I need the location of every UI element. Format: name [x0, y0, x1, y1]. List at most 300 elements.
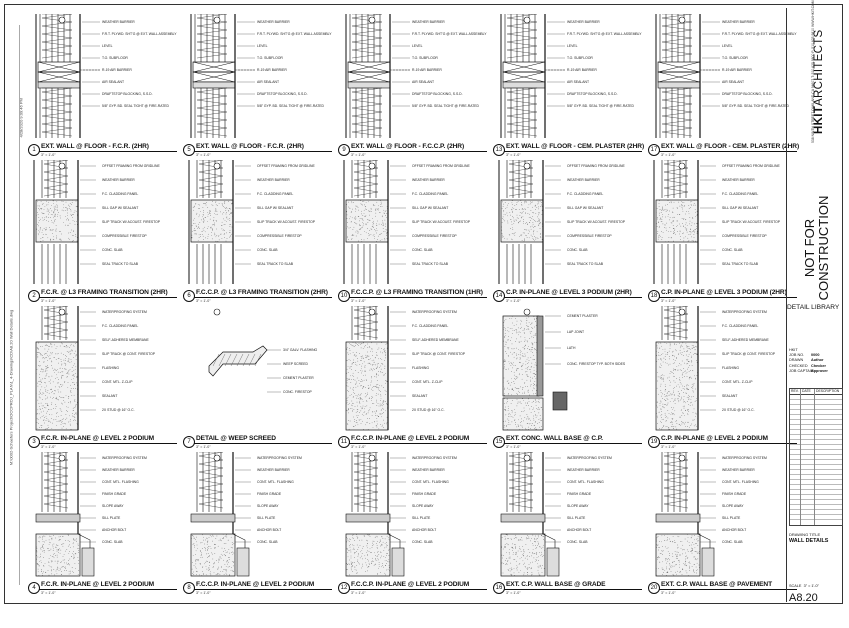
callout-note: FINISH GRADE — [722, 492, 747, 496]
callout-note: LEVEL — [257, 44, 268, 48]
callout-note: SLIP TRACK W/ ACOUST. FIRESTOP — [412, 220, 471, 224]
detail-title: C.P. IN-PLANE @ LEVEL 3 PODIUM (2HR) — [661, 289, 787, 296]
title-underline — [194, 589, 332, 590]
revision-row — [790, 494, 842, 495]
detail-title: EXT. WALL @ FLOOR - F.C.R. (2HR) — [196, 143, 304, 150]
detail-scale: 3" = 1'-0" — [506, 445, 521, 449]
callout-note: SILL GAP W/ SEALANT — [102, 206, 139, 210]
callout-note: WATERPROOFING SYSTEM — [567, 456, 612, 460]
detail-7 — [183, 306, 333, 452]
callout-note: SLOPE AWAY — [257, 504, 279, 508]
callout-note: T.O. SUBFLOOR — [722, 56, 748, 60]
callout-note: ANCHOR BOLT — [722, 528, 747, 532]
callout-note: WEATHER BARRIER — [102, 20, 135, 24]
revision-row — [790, 459, 842, 460]
title-underline — [659, 151, 797, 152]
callout-note: F.R.T. PLYWD. SHT'G @ EXT. WALL ASSEMBLY — [567, 32, 642, 36]
callout-note: CONC. SLAB — [412, 248, 433, 252]
detail-title: F.C.C.P. IN-PLANE @ LEVEL 2 PODIUM — [196, 581, 315, 588]
callout-note: SILL PLATE — [102, 516, 121, 520]
callout-note: SELF-ADHERED MEMBRANE — [722, 338, 769, 342]
callout-note: 2X STUD @ 16" O.C. — [102, 408, 135, 412]
callout-note: SLIP TRACK @ CONT. FIRESTOP — [722, 352, 775, 356]
callout-note: SEAL TRACK TO SLAB — [102, 262, 139, 266]
callout-note: SLIP TRACK @ CONT. FIRESTOP — [412, 352, 465, 356]
callout-note: R-19 AIR BARRIER — [102, 68, 132, 72]
revision-table — [789, 388, 843, 526]
callout-note: OFFSET FRAMING FROM GRIDLINE — [257, 164, 315, 168]
callout-note: SILL PLATE — [412, 516, 431, 520]
detail-title: EXT. WALL @ FLOOR - CEM. PLASTER (2HR) — [661, 143, 800, 150]
detail-drawing-15 — [493, 306, 643, 434]
detail-scale: 3" = 1'-0" — [41, 153, 56, 157]
project-name: DETAIL LIBRARY — [787, 304, 840, 311]
callout-note: 5/8" GYP. BD. SEAL TIGHT @ FIRE-RATED — [412, 104, 480, 108]
callout-note: DRAFTSTOP BLOCKING, S.S.D. — [257, 92, 308, 96]
detail-title: EXT. WALL @ FLOOR - F.C.R. (2HR) — [41, 143, 149, 150]
logo-architects: ARCHITECTS — [813, 29, 825, 106]
callout-note: CEMENT PLASTER — [567, 314, 598, 318]
detail-1 — [28, 14, 178, 160]
detail-11 — [338, 306, 488, 452]
title-underline — [194, 443, 332, 444]
callout-note: COMPRESSIBLE FIRESTOP — [722, 234, 767, 238]
callout-note: CONT. MTL. FLASHING — [722, 480, 759, 484]
detail-number: 13 — [493, 144, 505, 156]
detail-number: 14 — [493, 290, 505, 302]
detail-3 — [28, 306, 178, 452]
callout-note: OFFSET FRAMING FROM GRIDLINE — [722, 164, 780, 168]
revision-row — [790, 499, 842, 500]
callout-note: CONC. SLAB — [722, 540, 743, 544]
callout-note: 5/8" GYP. BD. SEAL TIGHT @ FIRE-RATED — [102, 104, 170, 108]
revision-row — [790, 519, 842, 520]
revision-row — [790, 414, 842, 415]
callout-note: LEVEL — [412, 44, 423, 48]
detail-number: 1 — [28, 144, 40, 156]
title-underline — [349, 443, 487, 444]
callout-note: F.R.T. PLYWD. SHT'G @ EXT. WALL ASSEMBLY — [412, 32, 487, 36]
revision-row — [790, 504, 842, 505]
callout-note: AIR SEALANT — [567, 80, 590, 84]
callout-note: SEALANT — [412, 394, 428, 398]
callout-note: WEATHER BARRIER — [412, 468, 445, 472]
callout-note: WATERPROOFING SYSTEM — [412, 310, 457, 314]
detail-16 — [493, 452, 643, 598]
detail-title-tag — [28, 580, 178, 598]
scale-field — [789, 584, 819, 588]
callout-note: WEATHER BARRIER — [257, 468, 290, 472]
callout-note: SEAL TRACK TO SLAB — [412, 262, 449, 266]
revision-row — [790, 509, 842, 510]
callout-note: SLOPE AWAY — [102, 504, 124, 508]
callout-note: F.C. CLADDING PANEL — [102, 192, 139, 196]
callout-note: COMPRESSIBLE FIRESTOP — [567, 234, 612, 238]
detail-title-tag — [493, 580, 643, 598]
callout-note: WEATHER BARRIER — [567, 20, 600, 24]
project-field — [789, 369, 828, 374]
detail-title-tag — [183, 434, 333, 452]
detail-scale: 3" = 1'-0" — [351, 445, 366, 449]
callout-note: FINISH GRADE — [567, 492, 592, 496]
detail-number: 12 — [338, 582, 350, 594]
callout-note: CONT. MTL. Z-CLIP — [722, 380, 753, 384]
callout-note: WEATHER BARRIER — [412, 20, 445, 24]
callout-note: DRAFTSTOP BLOCKING, S.S.D. — [412, 92, 463, 96]
detail-scale: 3" = 1'-0" — [506, 153, 521, 157]
detail-title-tag — [493, 288, 643, 306]
callout-note: SEAL TRACK TO SLAB — [257, 262, 294, 266]
detail-9 — [338, 14, 488, 160]
revision-row — [790, 489, 842, 490]
callout-note: F.R.T. PLYWD. SHT'G @ EXT. WALL ASSEMBLY — [722, 32, 797, 36]
callout-note: OFFSET FRAMING FROM GRIDLINE — [102, 164, 160, 168]
callout-note: AIR SEALANT — [257, 80, 280, 84]
nfc-line-2: CONSTRUCTION — [816, 195, 831, 301]
firm-logo — [801, 0, 837, 143]
title-underline — [349, 589, 487, 590]
revision-row — [790, 469, 842, 470]
callout-note: SILL PLATE — [722, 516, 741, 520]
detail-number: 7 — [183, 436, 195, 448]
callout-note: SLOPE AWAY — [567, 504, 589, 508]
detail-15 — [493, 306, 643, 452]
callout-note: CONT. MTL. Z-CLIP — [102, 380, 133, 384]
callout-note: WEATHER BARRIER — [722, 178, 755, 182]
detail-scale: 3" = 1'-0" — [196, 153, 211, 157]
revision-row — [790, 439, 842, 440]
detail-title-tag — [648, 288, 798, 306]
field-value: Author — [811, 358, 824, 363]
revision-row — [790, 409, 842, 410]
field-label: DRAWN — [789, 358, 804, 363]
field-label: CHECKED — [789, 363, 808, 368]
callout-note: WEATHER BARRIER — [102, 178, 135, 182]
callout-note: R-19 AIR BARRIER — [257, 68, 287, 72]
detail-title-tag — [338, 142, 488, 160]
title-underline — [504, 151, 642, 152]
callout-note: CONT. MTL. FLASHING — [102, 480, 139, 484]
revision-row — [790, 474, 842, 475]
callout-note: AIR SEALANT — [722, 80, 745, 84]
field-label: HKIT — [789, 348, 798, 352]
callout-note: CONC. SLAB — [102, 248, 123, 252]
detail-number: 4 — [28, 582, 40, 594]
callout-note: F.C. CLADDING PANEL — [567, 192, 604, 196]
detail-14 — [493, 160, 643, 306]
detail-drawing-7 — [183, 306, 333, 434]
callout-note: CONC. SLAB — [257, 248, 278, 252]
callout-note: SLIP TRACK W/ ACOUST. FIRESTOP — [722, 220, 781, 224]
field-value: 0000 — [811, 353, 820, 358]
callout-note: WEATHER BARRIER — [257, 178, 290, 182]
detail-title: EXT. CONC. WALL BASE @ C.P. — [506, 435, 603, 442]
title-underline — [39, 297, 177, 298]
revision-row — [790, 404, 842, 405]
callout-note: WEATHER BARRIER — [567, 178, 600, 182]
callout-note: DRAFTSTOP BLOCKING, S.S.D. — [102, 92, 153, 96]
revision-row — [790, 424, 842, 425]
callout-note: COMPRESSIBLE FIRESTOP — [102, 234, 147, 238]
callout-note: OFFSET FRAMING FROM GRIDLINE — [412, 164, 470, 168]
detail-scale: 3" = 1'-0" — [506, 299, 521, 303]
title-underline — [194, 151, 332, 152]
revision-row — [790, 434, 842, 435]
title-underline — [349, 151, 487, 152]
revision-row — [790, 479, 842, 480]
detail-10 — [338, 160, 488, 306]
callout-note: ANCHOR BOLT — [567, 528, 592, 532]
detail-title: EXT. C.P. WALL BASE @ PAVEMENT — [661, 581, 773, 588]
detail-title-tag — [183, 580, 333, 598]
callout-note: SELF-ADHERED MEMBRANE — [102, 338, 149, 342]
callout-note: AIR SEALANT — [102, 80, 125, 84]
detail-8 — [183, 452, 333, 598]
callout-note: ANCHOR BOLT — [102, 528, 127, 532]
field-value: Approver — [811, 368, 828, 373]
callout-note: R-19 AIR BARRIER — [567, 68, 597, 72]
callout-note: SILL GAP W/ SEALANT — [722, 206, 759, 210]
detail-title: F.C.R. IN-PLANE @ LEVEL 2 PODIUM — [41, 435, 155, 442]
detail-scale: 3" = 1'-0" — [41, 445, 56, 449]
detail-number: 3 — [28, 436, 40, 448]
detail-scale: 3" = 1'-0" — [196, 591, 211, 595]
callout-note: F.C. CLADDING PANEL — [257, 192, 294, 196]
callout-note: WATERPROOFING SYSTEM — [257, 456, 302, 460]
callout-note: CONT. MTL. Z-CLIP — [412, 380, 443, 384]
callout-note: SLIP TRACK W/ ACOUST. FIRESTOP — [102, 220, 161, 224]
callout-note: FINISH GRADE — [102, 492, 127, 496]
callout-note: FLASHING — [412, 366, 429, 370]
detail-title: EXT. WALL @ FLOOR - CEM. PLASTER (2HR) — [506, 143, 645, 150]
detail-number: 20 — [648, 582, 660, 594]
detail-scale: 3" = 1'-0" — [661, 299, 676, 303]
sheet-number: A8.20 — [789, 592, 818, 604]
detail-number: 18 — [648, 290, 660, 302]
project-fields — [789, 348, 828, 374]
title-underline — [39, 443, 177, 444]
detail-number: 6 — [183, 290, 195, 302]
callout-note: COMPRESSIBLE FIRESTOP — [412, 234, 457, 238]
callout-note: F.R.T. PLYWD. SHT'G @ EXT. WALL ASSEMBLY — [257, 32, 332, 36]
callout-note: WEATHER BARRIER — [412, 178, 445, 182]
detail-17 — [648, 14, 798, 160]
callout-note: CONC. SLAB — [257, 540, 278, 544]
detail-title-tag — [493, 142, 643, 160]
detail-title: EXT. WALL @ FLOOR - F.C.C.P. (2HR) — [351, 143, 465, 150]
scale-label: SCALE — [789, 584, 802, 588]
callout-note: CONT. MTL. FLASHING — [412, 480, 449, 484]
callout-note: CONC. SLAB — [412, 540, 433, 544]
detail-number: 9 — [338, 144, 350, 156]
callout-note: CONT. MTL. FLASHING — [567, 480, 604, 484]
callout-note: CONC. SLAB — [567, 248, 588, 252]
detail-title: F.C.R. @ L3 FRAMING TRANSITION (2HR) — [41, 289, 168, 296]
callout-note: CONC. SLAB — [722, 248, 743, 252]
callout-note: SEAL TRACK TO SLAB — [722, 262, 759, 266]
detail-title: C.P. IN-PLANE @ LEVEL 2 PODIUM — [661, 435, 768, 442]
title-underline — [194, 297, 332, 298]
file-path-text: M:\0002-Schaefers Project\OCCPROJ_PLAN\1_4-Drawings\CD\A8.20 Wall Details.dwg — [8, 309, 14, 466]
scale-value: 3" = 1'-0" — [803, 584, 819, 588]
callout-note: F.R.T. PLYWD. SHT'G @ EXT. WALL ASSEMBLY — [102, 32, 177, 36]
callout-note: SEALANT — [722, 394, 738, 398]
detail-number: 11 — [338, 436, 350, 448]
callout-note: SLOPE AWAY — [722, 504, 744, 508]
detail-title-tag — [648, 142, 798, 160]
detail-19 — [648, 306, 798, 452]
revision-row — [790, 514, 842, 515]
title-underline — [504, 589, 642, 590]
detail-title-tag — [648, 434, 798, 452]
detail-number: 2 — [28, 290, 40, 302]
detail-title: C.P. IN-PLANE @ LEVEL 3 PODIUM (2HR) — [506, 289, 632, 296]
callout-note: WATERPROOFING SYSTEM — [722, 310, 767, 314]
callout-note: SILL GAP W/ SEALANT — [412, 206, 449, 210]
callout-note: WEATHER BARRIER — [257, 20, 290, 24]
drawing-title: WALL DETAILS — [789, 538, 829, 544]
detail-scale: 3" = 1'-0" — [351, 153, 366, 157]
callout-note: LEVEL — [722, 44, 733, 48]
callout-note: ANCHOR BOLT — [412, 528, 437, 532]
callout-note: 5/8" GYP. BD. SEAL TIGHT @ FIRE-RATED — [567, 104, 635, 108]
callout-note: LATH — [567, 346, 576, 350]
callout-note: WEEP SCREED — [283, 362, 308, 366]
callout-note: FLASHING — [102, 366, 119, 370]
date-col: DATE — [802, 389, 811, 393]
callout-note: WEATHER BARRIER — [102, 468, 135, 472]
callout-note: ANCHOR BOLT — [257, 528, 282, 532]
revision-row — [790, 399, 842, 400]
detail-scale: 3" = 1'-0" — [41, 591, 56, 595]
callout-note: FINISH GRADE — [257, 492, 282, 496]
detail-title: EXT. C.P. WALL BASE @ GRADE — [506, 581, 606, 588]
detail-20 — [648, 452, 798, 598]
callout-note: SLIP TRACK W/ ACOUST. FIRESTOP — [257, 220, 316, 224]
field-label: JOB NO. — [789, 353, 805, 358]
callout-note: 3/4" GALV. FLASHING — [283, 348, 318, 352]
callout-note: LAP JOINT — [567, 330, 585, 334]
print-date-text: 4/28/2020 9:09:46 PM — [18, 98, 24, 138]
detail-scale: 3" = 1'-0" — [661, 153, 676, 157]
revision-row — [790, 444, 842, 445]
callout-note: CONC. FIRESTOP — [283, 390, 312, 394]
revision-row — [790, 454, 842, 455]
callout-note: WEATHER BARRIER — [722, 20, 755, 24]
detail-number: 17 — [648, 144, 660, 156]
callout-note: FLASHING — [722, 366, 739, 370]
callout-note: F.C. CLADDING PANEL — [722, 324, 759, 328]
callout-note: F.C. CLADDING PANEL — [722, 192, 759, 196]
callout-note: WEATHER BARRIER — [722, 468, 755, 472]
callout-note: WATERPROOFING SYSTEM — [722, 456, 767, 460]
callout-note: WATERPROOFING SYSTEM — [102, 310, 147, 314]
callout-note: LEVEL — [567, 44, 578, 48]
detail-title: F.C.C.P. @ L3 FRAMING TRANSITION (2HR) — [196, 289, 328, 296]
detail-2 — [28, 160, 178, 306]
file-path-stamp — [8, 25, 24, 585]
callout-note: 2X STUD @ 16" O.C. — [722, 408, 755, 412]
callout-note: SILL GAP W/ SEALANT — [567, 206, 604, 210]
revision-row — [790, 429, 842, 430]
revision-header — [790, 389, 842, 395]
detail-title-tag — [183, 142, 333, 160]
detail-title-tag — [28, 434, 178, 452]
logo-address: 538 NINTH STREET OAKLAND CA 94607 T: 510.625.9800 F: 510.625.9810 WWW.HKIT.COM — [811, 0, 815, 143]
nfc-line-1: NOT FOR — [802, 218, 817, 278]
detail-scale: 3" = 1'-0" — [196, 299, 211, 303]
title-underline — [659, 443, 797, 444]
detail-scale: 3" = 1'-0" — [196, 445, 211, 449]
drawing-title-label: DRAWING TITLE — [789, 532, 821, 537]
rev-col: REV. — [791, 389, 799, 393]
callout-note: CONC. SLAB — [102, 540, 123, 544]
callout-note: R-19 AIR BARRIER — [412, 68, 442, 72]
detail-5 — [183, 14, 333, 160]
detail-title: F.C.R. IN-PLANE @ LEVEL 2 PODIUM — [41, 581, 155, 588]
title-underline — [39, 151, 177, 152]
detail-scale: 3" = 1'-0" — [661, 445, 676, 449]
callout-note: OFFSET FRAMING FROM GRIDLINE — [567, 164, 625, 168]
callout-note: CONC. SLAB — [567, 540, 588, 544]
title-underline — [39, 589, 177, 590]
callout-note: F.C. CLADDING PANEL — [412, 324, 449, 328]
callout-note: COMPRESSIBLE FIRESTOP — [257, 234, 302, 238]
title-underline — [659, 589, 797, 590]
callout-note: T.O. SUBFLOOR — [412, 56, 438, 60]
detail-6 — [183, 160, 333, 306]
callout-note: CONC. FIRESTOP TYP. BOTH SIDES — [567, 362, 626, 366]
detail-scale: 3" = 1'-0" — [351, 591, 366, 595]
detail-number: 19 — [648, 436, 660, 448]
detail-number: 15 — [493, 436, 505, 448]
callout-note: SEALANT — [102, 394, 118, 398]
detail-title: DETAIL @ WEEP SCREED — [196, 435, 276, 442]
detail-title-tag — [338, 288, 488, 306]
callout-note: F.C. CLADDING PANEL — [412, 192, 449, 196]
detail-scale: 3" = 1'-0" — [506, 591, 521, 595]
callout-note: WATERPROOFING SYSTEM — [102, 456, 147, 460]
detail-title-tag — [338, 580, 488, 598]
detail-number: 16 — [493, 582, 505, 594]
title-underline — [504, 443, 642, 444]
callout-note: SLIP TRACK @ CONT. FIRESTOP — [102, 352, 155, 356]
callout-note: WATERPROOFING SYSTEM — [412, 456, 457, 460]
callout-note: SILL GAP W/ SEALANT — [257, 206, 294, 210]
callout-note: FINISH GRADE — [412, 492, 437, 496]
callout-note: SLIP TRACK W/ ACOUST. FIRESTOP — [567, 220, 626, 224]
detail-title-tag — [28, 288, 178, 306]
callout-note: 2X STUD @ 16" O.C. — [412, 408, 445, 412]
detail-title: F.C.C.P. @ L3 FRAMING TRANSITION (1HR) — [351, 289, 483, 296]
callout-note: CEMENT PLASTER — [283, 376, 314, 380]
callout-note: LEVEL — [102, 44, 113, 48]
title-underline — [659, 297, 797, 298]
detail-number: 8 — [183, 582, 195, 594]
detail-18 — [648, 160, 798, 306]
callout-note: DRAFTSTOP BLOCKING, S.S.D. — [567, 92, 618, 96]
callout-note: CONT. MTL. FLASHING — [257, 480, 294, 484]
detail-scale: 3" = 1'-0" — [41, 299, 56, 303]
detail-scale: 3" = 1'-0" — [661, 591, 676, 595]
logo-hkit: HKIT — [813, 105, 825, 134]
detail-number: 10 — [338, 290, 350, 302]
callout-note: SLOPE AWAY — [412, 504, 434, 508]
callout-note: 5/8" GYP. BD. SEAL TIGHT @ FIRE-RATED — [257, 104, 325, 108]
callout-note: R-19 AIR BARRIER — [722, 68, 752, 72]
callout-note: SILL PLATE — [257, 516, 276, 520]
callout-note: SILL PLATE — [567, 516, 586, 520]
